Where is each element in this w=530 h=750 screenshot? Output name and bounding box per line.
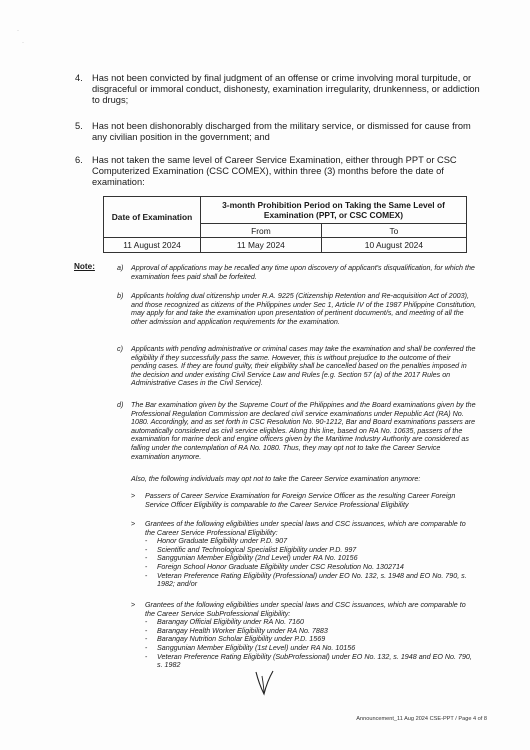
table-cell-to: 10 August 2024: [321, 238, 466, 253]
list-item: - Veteran Preference Rating Eligibility (Professional) under EO No. 132, s. 1948 and EO No. 790, s. 1982; and/or: [145, 571, 467, 589]
note-letter: c): [117, 345, 123, 353]
bullet-item: [131, 492, 477, 509]
list-item: - Foreign School Honor Graduate Eligibility under CSC Resolution No. 1302714: [145, 562, 404, 571]
requirement-text: Has not been dishonorably discharged from the military service, or dismissed for cause from any civilian position in the government; and: [92, 121, 471, 142]
requirement-text: Has not taken the same level of Career Service Examination, either through PPT or CSC Computerized Examination (CSC COMEX), within three (3) months before the date of examination:: [92, 155, 457, 187]
bullet-glyph: >: [131, 492, 136, 500]
bullet-item: [131, 520, 477, 589]
prohibition-period-table: [103, 196, 467, 253]
scan-mark: ·: [17, 28, 19, 34]
requirement-item: [75, 121, 483, 143]
list-item: - Scientific and Technological Specialist Eligibility under P.D. 997: [145, 545, 357, 554]
bullet-glyph: >: [131, 601, 136, 609]
bullet-text: Grantees of the following eligibilities under special laws and CSC issuances, which are comparable to the Career Service SubProfessional Eligibility:: [145, 601, 466, 618]
note-letter: a): [117, 264, 124, 272]
bullet-text: Grantees of the following eligibilities under special laws and CSC issuances, which are comparable to the Career Service Professional Eligibility:: [145, 520, 466, 537]
scan-mark: ·: [22, 40, 24, 46]
table-cell-from: 11 May 2024: [201, 238, 322, 253]
bullet-text: Passers of Career Service Examination for Foreign Service Officer as the resulting Career Foreign Service Officer Eligibility is comparable to the Career Service Professional Eligibility: [145, 492, 456, 509]
list-item: - Barangay Nutrition Scholar Eligibility under P.D. 1569: [145, 635, 326, 644]
table-header-from: From: [201, 224, 322, 238]
also-text: Also, the following individuals may opt not to take the Career Service examination anymore:: [131, 475, 421, 483]
eligibility-list: [145, 537, 477, 589]
list-item: - Barangay Health Worker Eligibility under RA No. 7883: [145, 626, 328, 635]
table-header-period: 3-month Prohibition Period on Taking the Same Level of Examination (PPT, or CSC COMEX): [201, 197, 467, 224]
note-text: The Bar examination given by the Supreme Court of the Philippines and the Board examinations given by the Professional Regulation Commission are declared civil service examinations under Republic Act (RA) No. 1080. Accordingly, and as set forth in CSC Resolution No. 90-1212, Bar and Board examinations passers are automatically considered as civil service eligibles. Along this line, based on RA No. 10635, passers of the examination for marine deck and engine officers given by the Maritime Industry Authority are considered as falling under the contemplation of RA No. 1080. Thus, they may opt not to take the Career Service examination anymore.: [131, 401, 476, 461]
note-letter: b): [117, 292, 124, 300]
also-paragraph: [131, 475, 477, 484]
list-item: - Barangay Official Eligibility under RA No. 7160: [145, 618, 304, 627]
eligibility-list: [145, 618, 477, 670]
requirement-item: [75, 73, 483, 106]
requirement-number: 6.: [75, 155, 83, 165]
note-text: Applicants holding dual citizenship under R.A. 9225 (Citizenship Retention and Re-acquisition Act of 2003), and those recognized as citizens of the Philippines under Sec 1, Article IV of the 1987 Philippine Constitution, may apply for and take the examination upon presentation of pertinent document/s, and meeting of all the other admission and application requirements for the examination.: [131, 292, 477, 326]
note-text: Approval of applications may be recalled any time upon discovery of applicant's disqualification, for which the examination fees paid shall be forfeited.: [131, 264, 475, 281]
requirement-text: Has not been convicted by final judgment of an offense or crime involving moral turpitude, or disgraceful or immoral conduct, dishonesty, examination irregularity, drunkenness, or addiction to drugs;: [92, 73, 480, 105]
requirement-number: 5.: [75, 121, 83, 131]
list-item: - Veteran Preference Rating Eligibility (SubProfessional) under EO No. 132, s. 1948 and EO No. 790, s. 1982: [145, 652, 472, 670]
bullet-glyph: >: [131, 520, 136, 528]
note-item: [117, 401, 477, 461]
note-item: [117, 292, 477, 326]
table-header-to: To: [321, 224, 466, 238]
list-item: - Honor Graduate Eligibility under P.D. 907: [145, 537, 288, 546]
list-item: - Sanggunian Member Eligibility (1st Level) under RA No. 10156: [145, 643, 356, 652]
note-item: [117, 345, 477, 388]
table-header-date: Date of Examination: [104, 197, 201, 238]
table-cell-date: 11 August 2024: [104, 238, 201, 253]
requirement-number: 4.: [75, 73, 83, 83]
initial-signature: [253, 668, 275, 698]
list-item: - Sanggunian Member Eligibility (2nd Level) under RA No. 10156: [145, 554, 358, 563]
note-text: Applicants with pending administrative or criminal cases may take the examination and shall be conferred the eligibility if they successfully pass the same. However, this is without prejudice to the outcome of their pending cases. If they are found guilty, their eligibility shall be cancelled based on the penalties imposed in the decision and under existing Civil Service Law and Rules [e.g. Section 57 (a) of the 2017 Rules on Administrative Cases in the Civil Service].: [131, 345, 476, 388]
table-row: [104, 238, 467, 253]
note-label: Note:: [74, 262, 95, 271]
note-item: [117, 264, 477, 281]
note-letter: d): [117, 401, 124, 409]
bullet-item: [131, 601, 477, 670]
page-footer: Announcement_11 Aug 2024 CSE-PPT / Page 4 of 8: [356, 716, 487, 722]
requirement-item: [75, 155, 483, 188]
